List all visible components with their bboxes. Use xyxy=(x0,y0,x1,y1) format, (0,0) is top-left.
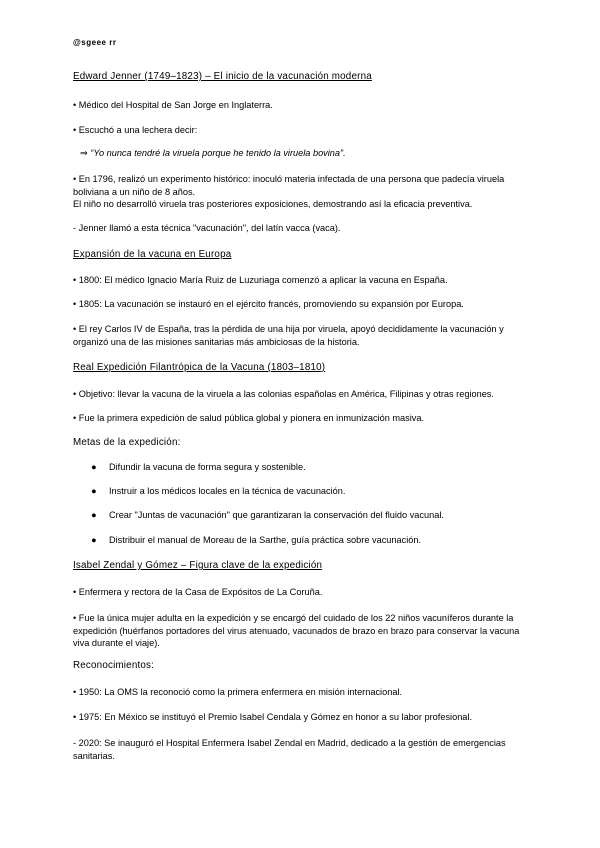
bullet-icon: ● xyxy=(91,535,97,545)
section-heading-zendal: Isabel Zendal y Gómez – Figura clave de la expedición xyxy=(73,560,323,571)
section-heading-europe: Expansión de la vacuna en Europa xyxy=(73,249,232,260)
paragraph-carlos-iv xyxy=(73,323,533,348)
text-line: boliviana a un niño de 8 años. xyxy=(73,186,196,197)
goals-label: Metas de la expedición: xyxy=(73,437,181,448)
bullet-icon: ● xyxy=(91,486,97,496)
text-line: expedición (huérfanos portadores del virus atenuado, vacunados de brazo en brazo para conservar la vacuna xyxy=(73,625,520,636)
recognitions-label: Reconocimientos: xyxy=(73,660,155,671)
list-item xyxy=(91,485,531,498)
paragraph-jenner-hospital: • Médico del Hospital de San Jorge en Inglaterra. xyxy=(73,100,273,110)
paragraph-1950: • 1950: La OMS la reconoció como la primera enfermera en misión internacional. xyxy=(73,687,403,697)
arrow-icon: ⇒ xyxy=(80,148,91,158)
paragraph-jenner-lechera: • Escuchó a una lechera decir: xyxy=(73,125,198,135)
text-line: organizó una de las misiones sanitarias más ambiciosas de la historia. xyxy=(73,336,360,347)
list-item xyxy=(91,461,531,474)
text-line: • Fue la única mujer adulta en la expedición y se encargó del cuidado de los 22 niños vacuníferos durante la xyxy=(73,613,514,623)
list-item xyxy=(91,509,531,522)
paragraph-jenner-experiment xyxy=(73,173,533,211)
bullet-icon: ● xyxy=(91,462,97,472)
paragraph-1800: • 1800: El médico Ignacio María Ruiz de Luzuriaga comenzó a aplicar la vacuna en España. xyxy=(73,275,448,285)
paragraph-objective: • Objetivo: llevar la vacuna de la viruela a las colonias españolas en América, Filipinas y otras regiones. xyxy=(73,389,494,399)
list-item-text: Crear "Juntas de vacunación" que garantizaran la conservación del fluido vacunal. xyxy=(109,510,444,520)
paragraph-zendal-care xyxy=(73,612,533,650)
paragraph-1975: • 1975: En México se instituyó el Premio Isabel Cendala y Gómez en honor a su labor profesional. xyxy=(73,712,473,722)
text-line: • El rey Carlos IV de España, tras la pérdida de una hija por viruela, apoyó decididamente la vacunación y xyxy=(73,324,504,334)
paragraph-1805: • 1805: La vacunación se instauró en el ejército francés, promoviendo su expansión por Europa. xyxy=(73,299,464,309)
list-item-text: Instruir a los médicos locales en la técnica de vacunación. xyxy=(109,486,346,496)
text-line: - 2020: Se inauguró el Hospital Enfermera Isabel Zendal en Madrid, dedicado a la gestión de emergencias xyxy=(73,738,506,748)
bullet-icon: ● xyxy=(91,510,97,520)
paragraph-zendal-role: • Enfermera y rectora de la Casa de Expósitos de La Coruña. xyxy=(73,587,323,597)
list-item-text: Difundir la vacuna de forma segura y sostenible. xyxy=(109,462,306,472)
paragraph-2020 xyxy=(73,737,533,762)
paragraph-first-expedition: • Fue la primera expedición de salud pública global y pionera en inmunización masiva. xyxy=(73,413,425,423)
text-line: • En 1796, realizó un experimento histórico: inoculó materia infectada de una persona que padecía viruela xyxy=(73,174,505,184)
quote-lechera xyxy=(80,147,540,160)
list-item xyxy=(91,534,531,547)
section-heading-jenner: Edward Jenner (1749–1823) – El inicio de la vacunación moderna xyxy=(73,71,372,82)
section-heading-expedition: Real Expedición Filantrópica de la Vacuna (1803–1810) xyxy=(73,362,326,373)
text-line: viva durante el viaje). xyxy=(73,638,160,648)
paragraph-jenner-term: - Jenner llamó a esta técnica "vacunación", del latín vacca (vaca). xyxy=(73,223,341,233)
quote-text: “Yo nunca tendré la viruela porque he tenido la viruela bovina”. xyxy=(90,148,346,158)
brand-logo: @sgeee rr xyxy=(73,38,117,47)
text-line: El niño no desarrolló viruela tras posteriores exposiciones, demostrando así la eficacia preventiva. xyxy=(73,199,473,209)
text-line: sanitarias. xyxy=(73,750,115,761)
list-item-text: Distribuir el manual de Moreau de la Sarthe, guía práctica sobre vacunación. xyxy=(109,535,422,545)
